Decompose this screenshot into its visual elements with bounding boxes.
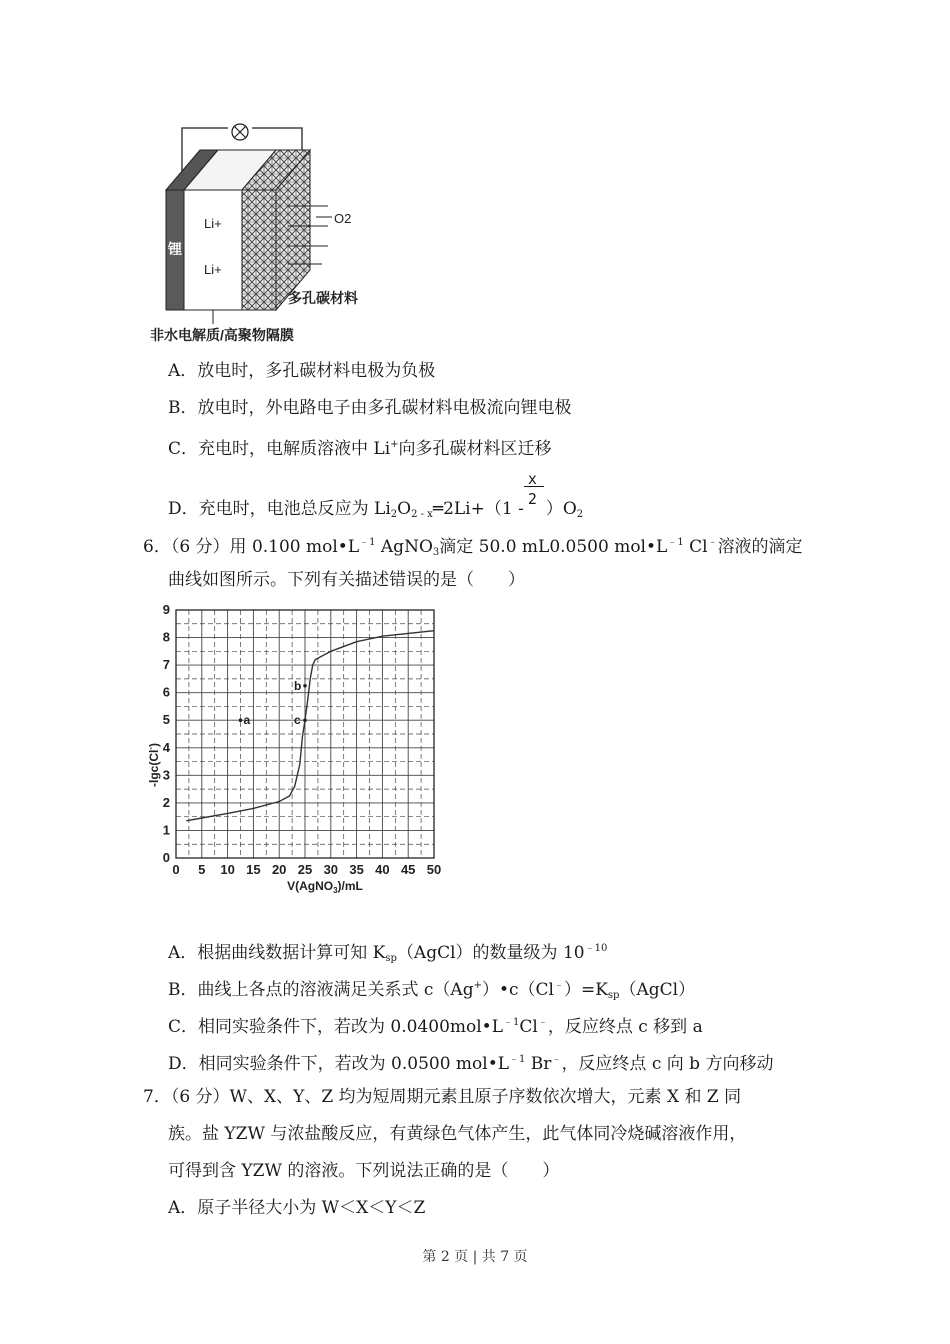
y-tick-label: 4 [162, 739, 170, 755]
x-tick-label: 35 [349, 862, 364, 877]
q6-option-b: B．曲线上各点的溶液满足关系式 $c(Ag^+)•c(Cl^﹣)=K_{sp}(AgCl)$ [168, 980, 696, 1001]
electrolyte-label: 非水电解质/高聚物隔膜 [150, 327, 294, 343]
page-footer: 第 2 页 | 共 7 页 [422, 1249, 528, 1265]
point-c [303, 718, 307, 722]
q5-option-c: C．充电时，电解质溶液中 Li+向多孔碳材料区迁移 [168, 439, 552, 459]
y-tick-label: 6 [162, 684, 170, 700]
y-tick-label: 2 [162, 794, 170, 810]
point-label-a: a [243, 713, 251, 728]
ion-label-1: Li+ [204, 216, 222, 231]
y-tick-label: 1 [162, 822, 170, 838]
y-tick-label: 9 [162, 602, 170, 617]
ion-label-2: Li+ [204, 262, 222, 277]
fraction-x-over-2: $\frac{x}{2}$ [524, 492, 546, 514]
x-tick-label: 30 [323, 862, 339, 877]
y-tick-label: 7 [162, 657, 170, 673]
carbon-label: 多孔碳材料 [288, 290, 358, 306]
q5-option-a: A．放电时，多孔碳材料电极为负极 [168, 361, 436, 381]
x-tick-label: 5 [198, 862, 206, 877]
q5-option-d: D．充电时，电池总反应为 $Li_2O_{2 - x}═2Li+(1$ - $\frac{x}{2}$ ）$O_2$ [168, 470, 584, 520]
titration-curve [186, 631, 434, 821]
q7-stem-line3: 可得到含 YZW 的溶液。下列说法正确的是（ ） [168, 1161, 560, 1181]
point-a [239, 718, 243, 722]
electrode-label: 锂 [168, 241, 182, 257]
x-tick-label: 45 [400, 862, 416, 877]
q7-stem-line1: 7．（6 分）W、X、Y、Z 均为短周期元素且原子序数依次增大，元素 X 和 Z 同 [143, 1087, 742, 1107]
q6-option-a: A．根据曲线数据计算可知 $K_{sp}(AgCl)$的数量级为 $10^{﹣10}$ [168, 943, 608, 964]
y-tick-label: 3 [162, 767, 170, 783]
q6-stem-line1: 6．（6 分）用 0.100 $mol•L^{﹣1}$ AgNO$_3$滴定 50.0 mL0.0500 $mol•L^{﹣1}$ Cl﹣溶液的滴定 [143, 537, 803, 558]
x-axis-label: V(AgNO$_3$)/mL [287, 879, 363, 895]
x-tick-label: 20 [271, 862, 287, 877]
q5-option-b: B．放电时，外电路电子由多孔碳材料电极流向锂电极 [168, 398, 572, 418]
x-tick-label: 0 [172, 862, 180, 877]
gas-label: O2 [334, 211, 352, 226]
y-tick-label: 5 [162, 712, 170, 728]
x-tick-label: 40 [375, 862, 390, 877]
point-b [303, 684, 307, 688]
x-tick-label: 10 [220, 862, 235, 877]
q7-stem-line2: 族。盐 YZW 与浓盐酸反应，有黄绿色气体产生，此气体同冷烧碱溶液作用， [168, 1124, 747, 1144]
chart-grid [176, 610, 434, 858]
point-label-b: b [294, 678, 302, 693]
battery-diagram [148, 122, 398, 347]
q6-option-d: D．相同实验条件下，若改为 0.0500 $mol•L^{﹣1}$ Br﹣，反应终点 c 向 b 方向移动 [168, 1054, 774, 1074]
q7-option-a: A．原子半径大小为 W＜X＜Y＜Z [168, 1198, 426, 1218]
q6-stem-line2: 曲线如图所示。下列有关描述错误的是（ ） [168, 570, 525, 590]
x-tick-label: 15 [246, 862, 261, 877]
x-tick-label: 50 [426, 862, 442, 877]
y-tick-label: 8 [162, 629, 170, 645]
lamp-icon [232, 124, 248, 140]
point-label-c: c [294, 713, 301, 728]
y-axis-label: -lgc(Cl-) [146, 742, 161, 788]
q6-option-c: C．相同实验条件下，若改为 $0.0400mol•L^{﹣1}Cl^﹣$，反应终点 c 移到 a [168, 1017, 703, 1037]
x-tick-label: 25 [297, 862, 313, 877]
y-tick-label: 0 [162, 850, 170, 865]
titration-chart [140, 600, 450, 900]
